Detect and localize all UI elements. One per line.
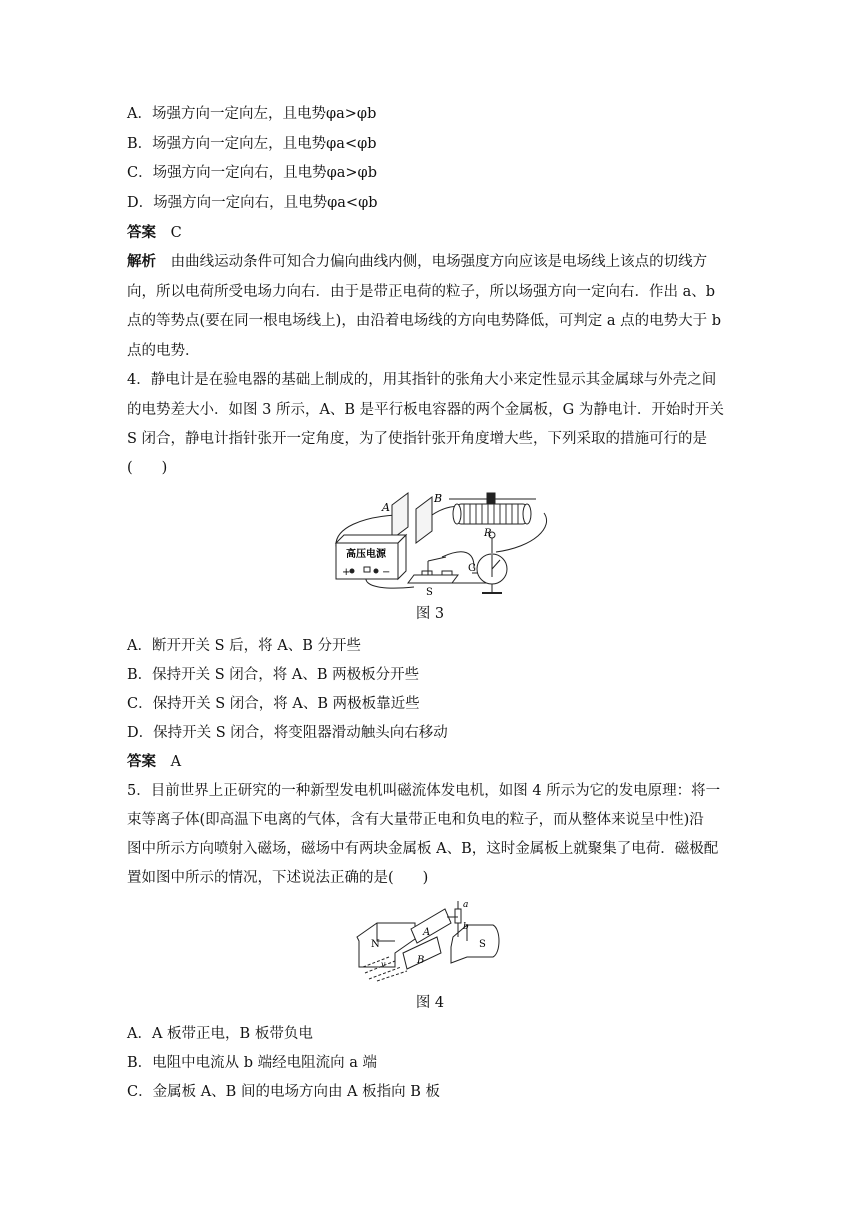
q5-option-c: C．金属板 A、B 间的电场方向由 A 板指向 B 板: [127, 1084, 441, 1100]
answer-label: 答案: [127, 753, 156, 770]
fig3-label-power: 高压电源: [346, 549, 386, 560]
q3-analysis-line-3: 点的等势点(要在同一根电场线上)，由沿着电场线的方向电势降低，可判定 a 点的电势大于 b: [127, 313, 722, 329]
figure-4-caption: 图 4: [415, 995, 445, 1011]
fig3-label-a: A: [382, 501, 390, 514]
q5-stem-line-2: 束等离子体(即高温下电离的气体，含有大量带正电和负电的粒子，而从整体来说呈中性)沿: [127, 812, 704, 828]
q3-analysis-line-4: 点的电势．: [127, 343, 200, 359]
figure-3-diagram: [324, 487, 554, 597]
q5-option-b: B．电阻中电流从 b 端经电阻流向 a 端: [127, 1055, 378, 1071]
q3-analysis-line-2: 向，所以电荷所受电场力向右．由于是带正电荷的粒子，所以场强方向一定向右．作出 a、b: [127, 284, 716, 300]
fig3-label-plus: +: [342, 567, 351, 578]
answer-value: C: [170, 225, 182, 241]
fig4-label-a-terminal: a: [463, 900, 469, 910]
q4-answer: [127, 751, 737, 773]
figure-3-caption: 图 3: [415, 606, 445, 622]
fig4-label-a-plate: A: [423, 927, 431, 938]
q3-option-b: B．场强方向一定向左，且电势φa<φb: [127, 136, 377, 152]
q4-stem-line-3: S 闭合，静电计指针张开一定角度，为了使指针张开角度增大些，下列采取的措施可行的是: [127, 431, 708, 447]
analysis-label: 解析: [127, 253, 156, 270]
fig3-label-r: R: [484, 528, 492, 539]
fig3-label-s: S: [426, 587, 433, 597]
q4-stem-line-2: 的电势差大小．如图 3 所示，A、B 是平行板电容器的两个金属板，G 为静电计．开始时开关: [127, 402, 724, 418]
q3-option-a: A．场强方向一定向左，且电势φa>φb: [127, 106, 377, 122]
q4-stem-line-4: ( ): [127, 460, 168, 476]
q3-answer: [127, 222, 737, 244]
fig3-label-g: G: [468, 563, 476, 574]
q5-stem-line-3: 图中所示方向喷射入磁场，磁场中有两块金属板 A、B，这时金属板上就聚集了电荷．磁极配: [127, 841, 719, 857]
q5-stem-line-1: 5．目前世界上正研究的一种新型发电机叫磁流体发电机，如图 4 所示为它的发电原理：将一: [127, 783, 721, 799]
q4-option-d: D．保持开关 S 闭合，将变阻器滑动触头向右移动: [127, 725, 448, 741]
q4-option-c: C．保持开关 S 闭合，将 A、B 两极板靠近些: [127, 696, 420, 712]
figure-4-diagram: [355, 897, 505, 985]
q3-option-d: D．场强方向一定向右，且电势φa<φb: [127, 195, 378, 211]
q3-analysis-line-1: [127, 251, 737, 273]
fig4-label-b-terminal: b: [463, 922, 469, 932]
fig4-label-n: N: [371, 939, 380, 950]
q4-stem-line-1: 4．静电计是在验电器的基础上制成的，用其指针的张角大小来定性显示其金属球与外壳之间: [127, 372, 717, 388]
answer-value: A: [170, 754, 182, 770]
answer-label: 答案: [127, 224, 156, 241]
q5-option-a: A．A 板带正电，B 板带负电: [127, 1026, 313, 1042]
fig4-label-b-plate: B: [417, 955, 425, 966]
fig3-label-minus: −: [382, 567, 391, 578]
fig3-label-b: B: [434, 492, 443, 505]
q4-option-b: B．保持开关 S 闭合，将 A、B 两极板分开些: [127, 667, 420, 683]
analysis-text: 由曲线运动条件可知合力偏向曲线内侧，电场强度方向应该是电场线上该点的切线方: [170, 254, 708, 270]
q3-option-c: C．场强方向一定向右，且电势φa>φb: [127, 165, 377, 181]
q5-stem-line-4: 置如图中所示的情况，下述说法正确的是( ): [127, 870, 429, 886]
fig4-label-s: S: [479, 939, 486, 950]
q4-option-a: A．断开开关 S 后，将 A、B 分开些: [127, 638, 361, 654]
fig4-label-v: v: [381, 960, 386, 969]
